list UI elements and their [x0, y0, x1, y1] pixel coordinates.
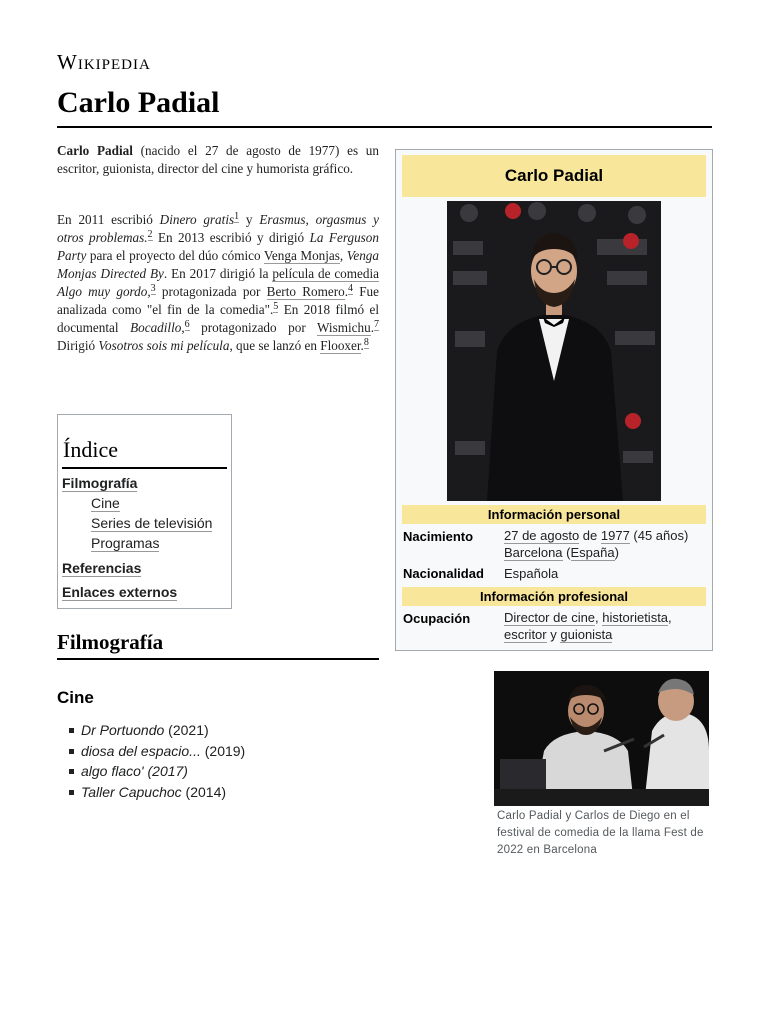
reference-link[interactable]: 1 [234, 210, 240, 222]
film-title: Dr Portuondo [81, 722, 165, 738]
reference-link[interactable]: 3 [150, 282, 156, 294]
birth-year-link[interactable]: 1977 [600, 528, 630, 543]
festival-illustration [494, 671, 709, 806]
reference-link[interactable]: 7 [374, 318, 379, 330]
portrait-photo[interactable] [447, 201, 661, 501]
toc-item-referencias[interactable] [62, 560, 141, 576]
text: . En 2017 dirigió la [163, 266, 273, 281]
section-heading-filmografia: Filmografía [57, 630, 164, 654]
toc-item-label: Series de televisión [91, 515, 213, 531]
age: (45 años) [629, 528, 689, 543]
nationality-value: Española [504, 566, 559, 581]
berto-romero-link[interactable]: Berto Romero [266, 284, 345, 299]
toc-item-label: Programas [91, 535, 160, 551]
infobox [395, 149, 713, 651]
text: . [344, 284, 348, 299]
text: y [239, 212, 260, 227]
birth-label: Nacimiento [403, 529, 474, 544]
toc-item-label: Filmografía [62, 475, 138, 491]
work-title: Erasmus, orgasmus y otros problemas. [57, 212, 380, 245]
text: Dirigió [57, 338, 99, 353]
toc-item-filmografia[interactable] [62, 475, 137, 491]
nationality-label: Nacionalidad [403, 566, 484, 581]
page-title: Carlo Padial [57, 86, 220, 119]
text: , [339, 248, 347, 263]
text: protagonizado por [189, 320, 318, 335]
toc-item-label: Enlaces externos [62, 584, 178, 600]
occupation-link[interactable]: Director de cine [504, 610, 596, 625]
reference-link[interactable]: 4 [347, 282, 353, 294]
infobox-title: Carlo Padial [402, 155, 706, 197]
list-item [57, 741, 245, 762]
birth-value: 27 de agosto de 1977 (45 años) Barcelona (España) [504, 528, 689, 560]
film-year: (2019) [200, 742, 246, 759]
toc-item-enlaces[interactable] [62, 584, 177, 600]
occupation-link[interactable]: historietista [602, 610, 669, 625]
occupation-link[interactable]: guionista [560, 627, 613, 642]
work-title: Venga Monjas Directed By [57, 248, 379, 281]
occupation-value: Director de cine, historietista, escritor y guionista [504, 610, 672, 642]
toc-item-label: Referencias [62, 560, 142, 576]
film-title: Taller Capuchoc [81, 783, 182, 800]
subject-name: Carlo Padial [57, 143, 133, 158]
work-title: Algo muy gordo [57, 284, 148, 299]
text: , que se lanzó en [229, 338, 321, 353]
toc-title: Índice [63, 437, 118, 462]
text: . [370, 320, 374, 335]
list-item [57, 720, 245, 741]
text: , [147, 284, 151, 299]
birth-country-link[interactable]: España [570, 545, 615, 560]
toc-item-cine[interactable] [91, 495, 120, 511]
toc-item-series[interactable] [91, 515, 212, 531]
list-item [57, 761, 245, 782]
text: de [579, 528, 601, 543]
text: . [360, 338, 364, 353]
work-title: Dinero gratis [159, 212, 235, 227]
text: En 2011 escribió [57, 212, 160, 227]
film-year: (2014) [181, 783, 227, 800]
intro-paragraph [57, 142, 379, 178]
text: para el proyecto del dúo cómico [86, 248, 264, 263]
occupation-label: Ocupación [403, 611, 471, 626]
venga-monjas-link[interactable]: Venga Monjas [263, 248, 340, 263]
work-title: La Ferguson Party [57, 230, 379, 263]
toc-item-label: Cine [91, 495, 120, 511]
toc-item-programas[interactable] [91, 535, 159, 551]
text: protagonizada por [155, 284, 267, 299]
works-paragraph [57, 211, 379, 355]
film-title: diosa del espacio... [81, 742, 201, 759]
reference-link[interactable]: 8 [363, 336, 369, 348]
text: , [181, 320, 185, 335]
work-title: Bocadillo [130, 320, 182, 335]
table-of-contents [57, 414, 232, 609]
birth-date-link[interactable]: 27 de agosto [504, 528, 580, 543]
reference-link[interactable]: 6 [184, 318, 190, 330]
infobox-section-professional: Información profesional [402, 587, 706, 606]
birth-city-link[interactable]: Barcelona [504, 545, 563, 560]
reference-link[interactable]: 2 [147, 228, 153, 240]
text: Fue analizada como "el fin de la comedia". [57, 284, 379, 317]
wismichu-link[interactable]: Wismichu [317, 320, 371, 335]
film-list [57, 720, 245, 802]
wikipedia-wordmark[interactable]: Wikipedia [57, 50, 151, 74]
reference-link[interactable]: 5 [273, 300, 279, 312]
work-title: Vosotros sois mi película [98, 338, 230, 353]
photo-caption: Carlo Padial y Carlos de Diego en el festival de comedia de la llama Fest de 2022 en Barcelona [497, 810, 704, 856]
intro-text: (nacido el 27 de agosto de 1977) es un escritor, guionista, director del cine y humorista gráfico. [57, 143, 379, 176]
occupation-link[interactable]: escritor [504, 627, 547, 642]
festival-photo[interactable] [494, 671, 709, 806]
text: y [546, 627, 561, 642]
flooxer-link[interactable]: Flooxer [320, 338, 361, 353]
title-divider [57, 126, 712, 128]
comedy-film-link[interactable]: película de comedia [272, 266, 379, 281]
text: En 2013 escribió y dirigió [152, 230, 310, 245]
section-divider [57, 658, 379, 660]
portrait-illustration [447, 201, 661, 501]
list-item [57, 782, 245, 803]
film-title: algo flaco' (2017) [81, 763, 188, 779]
film-year: (2021) [164, 722, 209, 738]
text: En 2018 filmó el documental [57, 302, 379, 335]
subsection-heading-cine: Cine [57, 688, 94, 707]
toc-divider [62, 467, 227, 469]
infobox-section-personal: Información personal [402, 505, 706, 524]
